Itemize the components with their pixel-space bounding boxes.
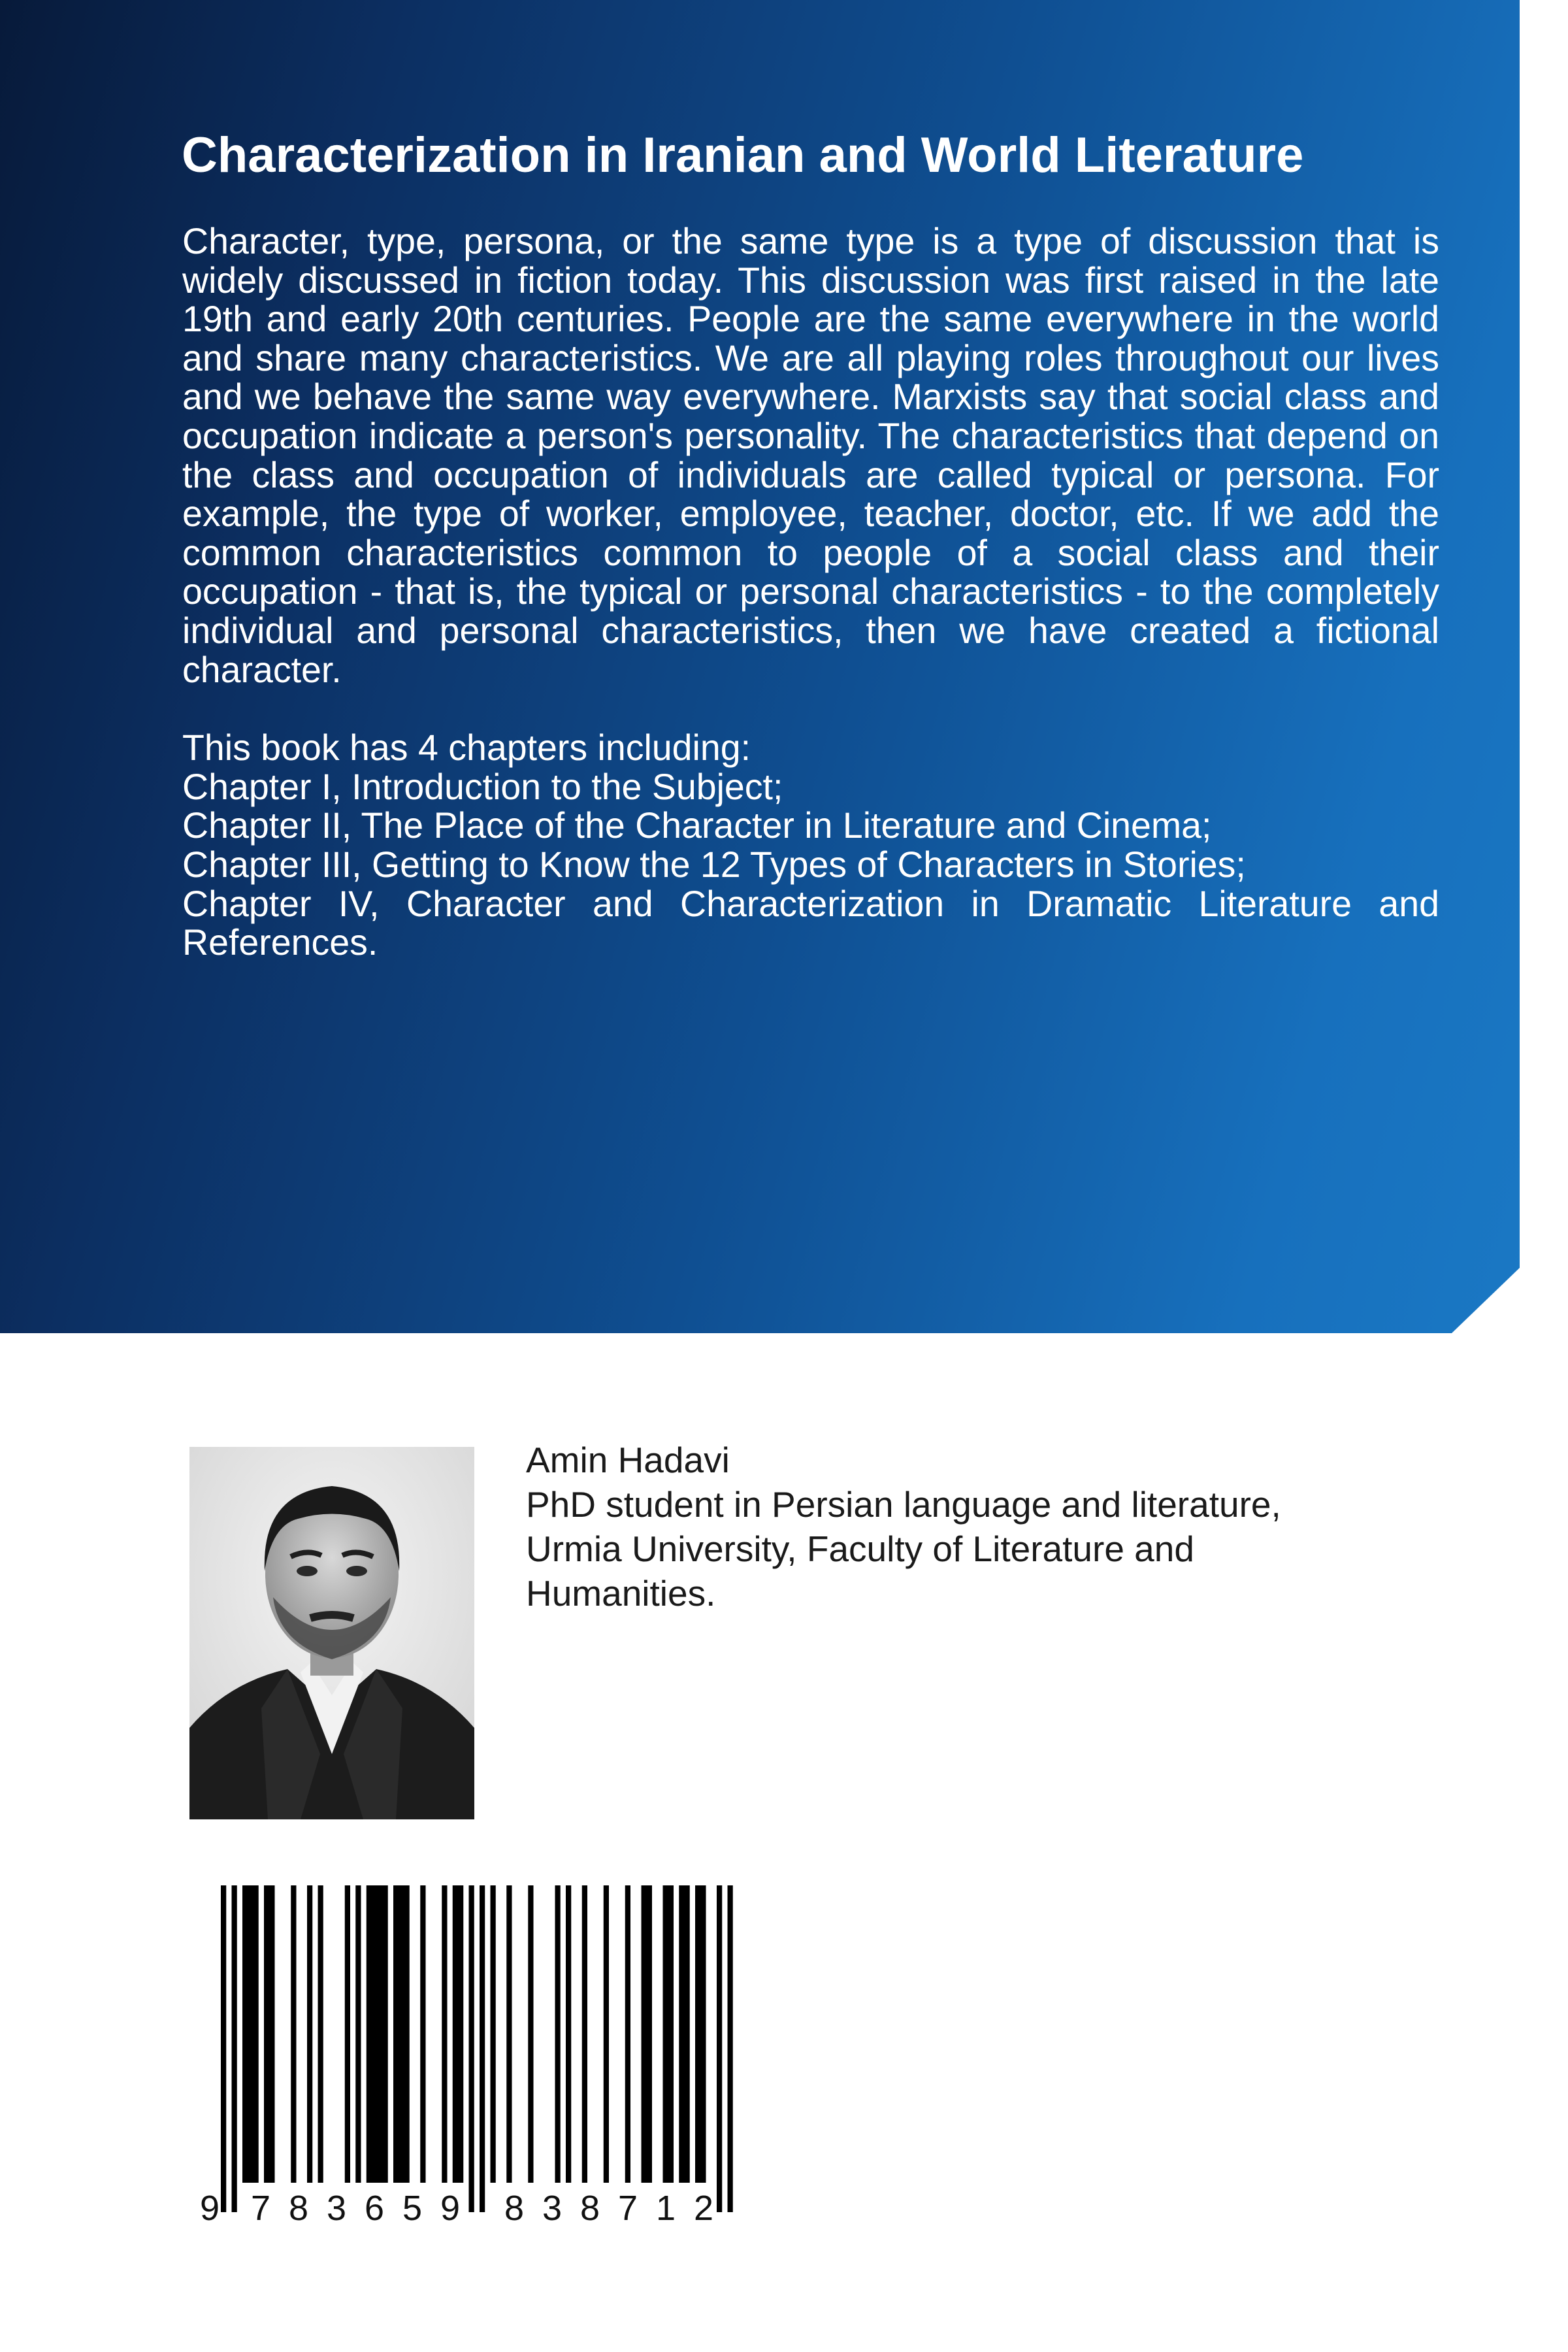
barcode-bar [442, 1885, 447, 2183]
barcode-bar [625, 1885, 630, 2183]
book-blurb [182, 222, 1439, 963]
isbn-digit: 3 [542, 2189, 563, 2228]
isbn-digits [200, 2188, 723, 2234]
barcode-bar [420, 1885, 425, 2183]
barcode-bar [355, 1885, 361, 2183]
isbn-digit: 7 [618, 2189, 638, 2228]
isbn-digit: 7 [251, 2189, 271, 2228]
isbn-digit: 3 [327, 2189, 347, 2228]
description-paragraph: Character, type, persona, or the same type is a type of discussion that is widely discussed in fiction today. This discussion was first raised in the late 19th and early 20th centuries. People are the same everywhere in the world and share many characteristics. We are all playing roles throughout our lives and we behave the same way everywhere. Marxists say that social class and occupation indicate a person's personality. The characteristics that depend on the class and occupation of individuals are called typical or persona. For example, the type of worker, employee, teacher, doctor, etc. If we add the common characteristics common to people of a social class and their occupation - that is, the typical or personal characteristics - to the completely individual and personal characteristics, then we have created a fictional character. [182, 221, 1439, 690]
barcode-bar [582, 1885, 587, 2183]
author-photo [189, 1447, 474, 1819]
barcode-bar [307, 1885, 312, 2183]
isbn-digit: 1 [656, 2189, 676, 2228]
isbn-digit: 9 [200, 2189, 220, 2228]
author-portrait-icon [189, 1447, 474, 1819]
barcode-bar [506, 1885, 512, 2183]
author-bio-line: Urmia University, Faculty of Literature and [526, 1529, 1194, 1569]
isbn-digit: 2 [694, 2189, 714, 2228]
barcode-bar [555, 1885, 561, 2183]
barcode-bar [491, 1885, 496, 2183]
isbn-digit: 6 [365, 2189, 385, 2228]
barcode-bar [291, 1885, 296, 2183]
chapters-intro: This book has 4 chapters including: [182, 727, 751, 769]
barcode-bar [717, 1885, 722, 2212]
book-title: Characterization in Iranian and World Literature [182, 127, 1304, 183]
barcode-bar [728, 1885, 733, 2212]
chapter-item: Chapter IV, Character and Characterization in Dramatic Literature and References. [182, 883, 1439, 963]
barcode-bar [469, 1885, 474, 2212]
author-bio-line: PhD student in Persian language and literature, [526, 1484, 1281, 1525]
author-info [526, 1438, 1473, 1615]
barcode-bar [453, 1885, 464, 2183]
barcode-bar [642, 1885, 653, 2183]
barcode-bar [663, 1885, 674, 2183]
barcode-bar [604, 1885, 609, 2183]
chapter-item: Chapter III, Getting to Know the 12 Types of Characters in Stories; [182, 844, 1246, 885]
chapter-item: Chapter II, The Place of the Character in Literature and Cinema; [182, 805, 1212, 846]
chapter-item: Chapter I, Introduction to the Subject; [182, 766, 783, 807]
barcode-bar [528, 1885, 533, 2183]
barcode-bar [232, 1885, 237, 2212]
author-name: Amin Hadavi [526, 1440, 730, 1480]
barcode-bar [264, 1885, 275, 2183]
barcode-bar [242, 1885, 259, 2183]
barcode-bar [318, 1885, 323, 2183]
barcode-bar [695, 1885, 706, 2183]
barcode-bar [367, 1885, 388, 2183]
barcode-bar [679, 1885, 690, 2183]
chapter-list [182, 729, 1439, 963]
isbn-digit: 9 [440, 2189, 461, 2228]
author-bio-line: Humanities. [526, 1573, 716, 1614]
barcode-bar [393, 1885, 410, 2183]
barcode-bar [221, 1885, 226, 2212]
isbn-digit: 8 [580, 2189, 600, 2228]
barcode-bar [566, 1885, 571, 2183]
barcode-bar [345, 1885, 350, 2183]
barcode-bar [480, 1885, 485, 2212]
isbn-digit: 8 [504, 2189, 525, 2228]
isbn-digit: 8 [289, 2189, 309, 2228]
isbn-digit: 5 [402, 2189, 423, 2228]
